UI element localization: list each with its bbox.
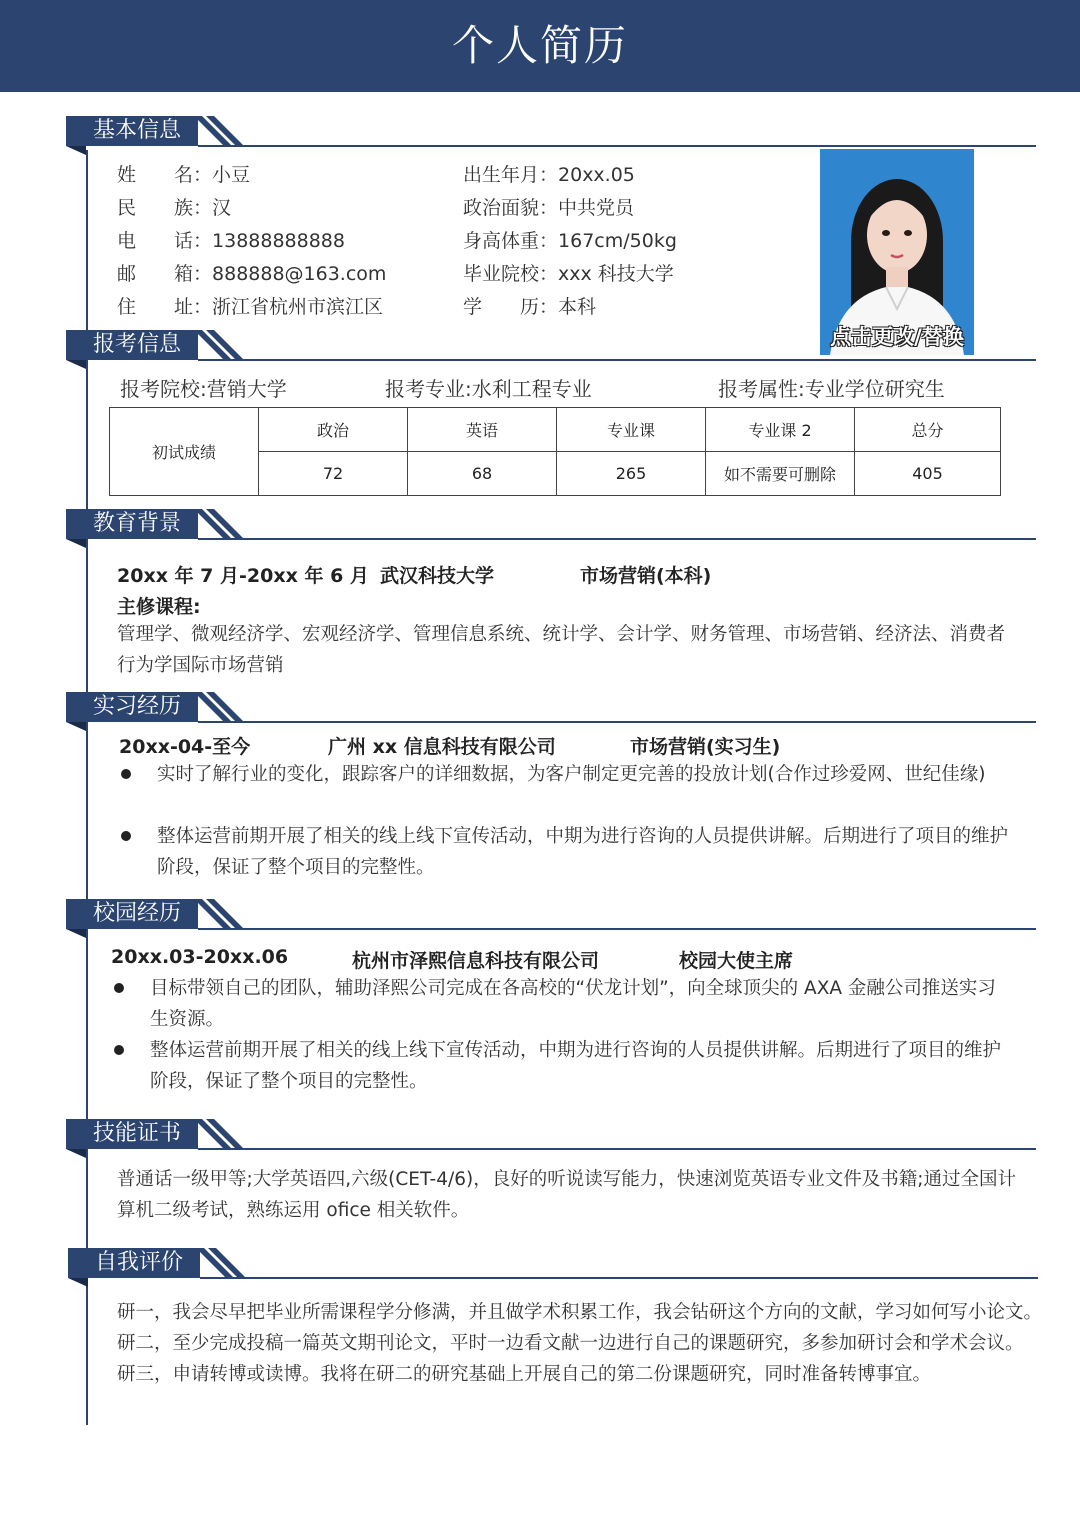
- info-name: 姓 名：小豆: [117, 164, 251, 186]
- page-title: 个人简历: [451, 21, 628, 70]
- section-stripes-icon: [194, 899, 246, 929]
- score-table: [109, 407, 1001, 496]
- section-title-campus: 校园经历: [93, 901, 182, 926]
- section-title-exam: 报考信息: [93, 332, 182, 357]
- education-major: 市场营销(本科): [580, 565, 712, 587]
- exam-major: 报考专业:水利工程专业: [385, 377, 592, 401]
- score-header-english: 英语: [408, 408, 557, 452]
- education-school: 武汉科技大学: [380, 565, 495, 587]
- section-stripes-icon: [194, 1119, 246, 1149]
- info-political: 政治面貌：中共党员: [463, 197, 635, 219]
- bullet-icon: [114, 983, 124, 993]
- info-birth: 出生年月：20xx.05: [463, 164, 635, 186]
- internship-bullet-2: 整体运营前期开展了相关的线上线下宣传活动，中期为进行咨询的人员提供讲解。后期进行了项目的维护阶段，保证了整个项目的完整性。: [157, 826, 1009, 878]
- score-header-major2: 专业课 2: [706, 408, 855, 452]
- info-phone: 电 话：13888888888: [117, 230, 345, 252]
- campus-period: 20xx.03-20xx.06: [111, 946, 289, 968]
- score-major1: 265: [557, 452, 706, 496]
- score-header-major1: 专业课: [557, 408, 706, 452]
- internship-company: 广州 xx 信息科技有限公司: [328, 736, 556, 758]
- bullet-icon: [121, 769, 131, 779]
- bullet-icon: [121, 831, 131, 841]
- score-row-label: 初试成绩: [110, 408, 259, 496]
- info-ethnicity: 民 族：汉: [117, 197, 232, 219]
- section-stripes-icon: [194, 116, 246, 146]
- score-header-total: 总分: [855, 408, 1001, 452]
- exam-school: 报考院校:营销大学: [120, 377, 287, 401]
- section-title-skills: 技能证书: [93, 1121, 182, 1146]
- education-courses-label: 主修课程:: [117, 596, 201, 618]
- photo-replace-caption[interactable]: 点击更改/替换: [830, 325, 964, 349]
- info-degree: 学 历：本科: [463, 296, 597, 318]
- campus-company: 杭州市泽熙信息科技有限公司: [352, 950, 600, 972]
- info-height-weight: 身高体重：167cm/50kg: [463, 230, 677, 252]
- score-politics: 72: [259, 452, 408, 496]
- section-header-self: [68, 1248, 1038, 1296]
- section-stripes-icon: [194, 330, 246, 360]
- score-header-politics: 政治: [259, 408, 408, 452]
- education-courses: 管理学、微观经济学、宏观经济学、管理信息系统、统计学、会计学、财务管理、市场营销、经济法、消费者行为学国际市场营销: [117, 624, 1006, 676]
- section-header-campus: [66, 899, 1036, 947]
- skills-text: 普通话一级甲等;大学英语四,六级(CET-4/6)，良好的听说读写能力，快速浏览英语专业文件及书籍;通过全国计算机二级考试，熟练运用 ofice 相关软件。: [117, 1169, 1016, 1221]
- internship-role: 市场营销(实习生): [630, 736, 781, 758]
- education-period: 20xx 年 7 月-20xx 年 6 月: [117, 565, 369, 587]
- campus-bullet-2: 整体运营前期开展了相关的线上线下宣传活动，中期为进行咨询的人员提供讲解。后期进行了项目的维护阶段，保证了整个项目的完整性。: [150, 1040, 1002, 1092]
- section-title-self: 自我评价: [95, 1250, 184, 1275]
- score-total: 405: [855, 452, 1001, 496]
- section-stripes-icon: [194, 692, 246, 722]
- self-line-3: 研三，申请转博或读博。我将在研二的研究基础上开展自己的第二份课题研究，同时准备转博事宜。: [117, 1364, 932, 1385]
- section-title-basic: 基本信息: [93, 118, 182, 143]
- internship-bullet-1: 实时了解行业的变化，跟踪客户的详细数据，为客户制定更完善的投放计划(合作过珍爱网、世纪佳缘): [157, 764, 986, 785]
- internship-period: 20xx-04-至今: [119, 736, 251, 758]
- page-header: [0, 0, 1080, 92]
- section-stripes-icon: [196, 1248, 248, 1278]
- section-header-education: [66, 509, 1036, 557]
- self-line-1: 研一，我会尽早把毕业所需课程学分修满，并且做学术积累工作，我会钻研这个方向的文献，学习如何写小论文。: [117, 1302, 1043, 1323]
- info-email: 邮 箱：888888@163.com: [117, 263, 387, 285]
- exam-type: 报考属性:专业学位研究生: [718, 377, 945, 401]
- campus-bullet-1: 目标带领自己的团队，辅助泽熙公司完成在各高校的“伏龙计划”，向全球顶尖的 AXA 金融公司推送实习生资源。: [150, 978, 996, 1030]
- info-university: 毕业院校：xxx 科技大学: [463, 263, 674, 285]
- info-address: 住 址：浙江省杭州市滨江区: [117, 296, 384, 318]
- section-header-skills: [66, 1119, 1036, 1167]
- score-english: 68: [408, 452, 557, 496]
- section-title-internship: 实习经历: [93, 694, 182, 719]
- profile-photo[interactable]: [820, 149, 974, 355]
- section-header-exam: [66, 330, 1036, 378]
- section-stripes-icon: [194, 509, 246, 539]
- score-major2: 如不需要可删除: [706, 452, 855, 496]
- bullet-icon: [114, 1045, 124, 1055]
- self-line-2: 研二，至少完成投稿一篇英文期刊论文，平时一边看文献一边进行自己的课题研究，多参加研讨会和学术会议。: [117, 1333, 1024, 1354]
- section-title-education: 教育背景: [93, 511, 182, 536]
- campus-role: 校园大使主席: [679, 950, 794, 972]
